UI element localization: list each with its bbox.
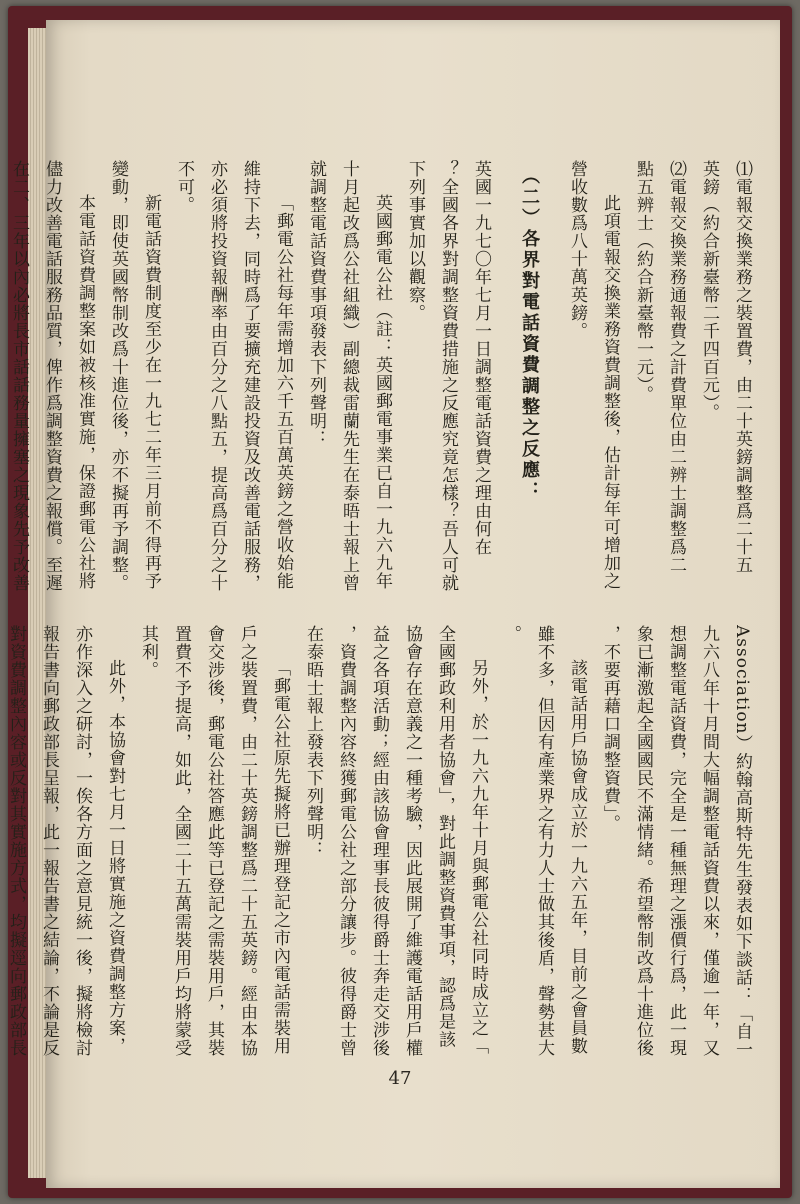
text-column: 不可。 xyxy=(174,160,194,214)
text-column: 英國郵電公社（註：英國郵電事業已自一九六九年 xyxy=(372,194,392,590)
text-column: 其利。 xyxy=(138,625,158,679)
text-column: Association）約翰高斯特先生發表如下談話：「自一 xyxy=(732,625,752,1059)
text-column: 會交涉後，郵電公社答應此等已登記之需裝用戶，其裝 xyxy=(204,625,224,1057)
text-column: ？全國各界對調整資費措施之反應究竟怎樣？吾人可就 xyxy=(438,160,458,592)
text-column: 點五辨士（約合新臺幣一元）。 xyxy=(633,160,653,404)
text-column: 置費不予提高，如此，全國二十五萬需裝用戶均將蒙受 xyxy=(171,625,191,1057)
text-column: 十月起改爲公社組織）副總裁雷蘭先生在泰晤士報上曾 xyxy=(339,160,359,592)
text-column: 新電話資費制度至少在一九七二年三月前不得再予 xyxy=(141,194,161,590)
text-column: 就調整電話資費事項發表下列聲明： xyxy=(306,160,326,448)
text-column: 協會存在意義之一種考驗，因此展開了維護電話用戶權 xyxy=(402,625,422,1057)
text-column: 亦作深入之研討，一俟各方面之意見統一後，擬將檢討 xyxy=(72,625,92,1057)
text-column: 象已漸激起全國國民不滿情緒。希望幣制改爲十進位後 xyxy=(633,625,653,1057)
text-column xyxy=(0,160,2,600)
text-column: 在泰晤士報上發表下列聲明： xyxy=(303,625,323,859)
text-column: 此項電報交換業務資費調整後，估計每年可增加之 xyxy=(600,194,620,590)
text-block-upper xyxy=(9,160,758,600)
text-column: 下列事實加以觀察。 xyxy=(405,160,425,322)
text-column: 亦必須將投資報酬率由百分之八點五，提高爲百分之十 xyxy=(207,160,227,592)
text-column: 變動，即使英國幣制改爲十進位後，亦不擬再予調整。 xyxy=(108,160,128,592)
text-column: ⑵電報交換業務通報費之計費單位由二辨士調整爲二 xyxy=(666,160,686,574)
text-column: 維持下去，同時爲了要擴充建設投資及改善電話服務， xyxy=(240,160,260,592)
text-column: 。 xyxy=(501,625,521,643)
text-column: ⑴電報交換業務之裝置費，由二十英鎊調整爲二十五 xyxy=(732,160,752,574)
text-column: 在二、三年以內必將長市話話務量擁塞之現象先予改善 xyxy=(9,160,29,592)
text-column: 報告書向郵政部長呈報，此一報告書之結論，不論是反 xyxy=(39,625,59,1057)
text-column: 全國郵政利用者協會」，對此調整資費事項，認爲是該 xyxy=(435,625,455,1049)
text-column: 英國一九七〇年七月一日調整電話資費之理由何在 xyxy=(471,160,491,556)
text-column: 營收數爲八十萬英鎊。 xyxy=(567,160,587,340)
text-column: 此外，本協會對七月一日將實施之資費調整方案， xyxy=(105,659,125,1055)
text-column: 「郵電公社原先擬將已辦理登記之市內電話需裝用 xyxy=(270,659,290,1055)
text-column: 想調整電話資費，完全是一種無理之漲價行爲，此一現 xyxy=(666,625,686,1057)
text-column: 另外，於一九六九年十月與郵電公社同時成立之「 xyxy=(468,659,488,1055)
text-column: 本電話資費調整案如被核准實施，保證郵電公社將 xyxy=(75,194,95,590)
text-column: 對資費調整內容或反對其實施方式，均擬逕向郵政部長 xyxy=(6,625,26,1057)
text-column: ，資費調整內容終獲郵電公社之部分讓步。彼得爵士曾 xyxy=(336,625,356,1057)
text-column: 益之各項活動；經由該協會理事長彼得爵士奔走交涉後 xyxy=(369,625,389,1057)
column-gap xyxy=(498,160,512,600)
text-column: 該電話用戶協會成立於一九六五年，目前之會員數 xyxy=(567,659,587,1055)
text-column: 英鎊（約合新臺幣二千四百元）。 xyxy=(699,160,719,422)
page-number: 47 xyxy=(388,1068,412,1089)
section-heading: （二）各界對電話資費調整之反應： xyxy=(519,166,540,502)
text-column: ，不要再藉口調整資費」。 xyxy=(600,625,620,833)
text-column: 戶之裝置費，由二十英鎊調整爲二十五英鎊。經由本協 xyxy=(237,625,257,1057)
text-block-lower xyxy=(6,625,758,1065)
text-column: 雖不多，但因有產業界之有力人士做其後盾，聲勢甚大 xyxy=(534,625,554,1057)
column-gap xyxy=(546,160,560,600)
text-column: 「郵電公社每年需增加六千五百萬英鎊之營收始能 xyxy=(273,194,293,590)
text-column: 九六八年十月間大幅調整電話資費以來，僅逾一年，又 xyxy=(699,625,719,1057)
text-column: 儘力改善電話服務品質，俾作爲調整資費之報償。至遲 xyxy=(42,160,62,592)
